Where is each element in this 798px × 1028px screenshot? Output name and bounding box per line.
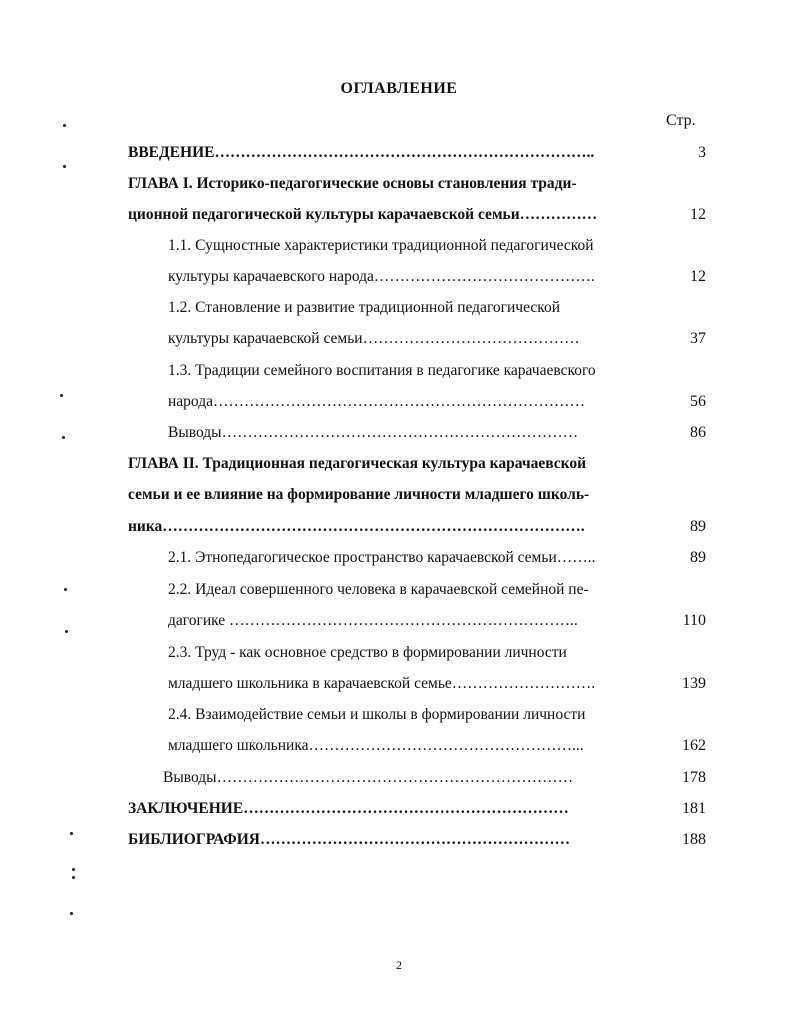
toc-entry-bibliography: БИБЛИОГРАФИЯ……………………………………………………	[128, 831, 570, 848]
toc-page-number: 188	[682, 831, 706, 848]
toc-page-number: 37	[690, 330, 706, 347]
toc-entry-chapter-1-cont: ционной педагогической культуры карачаевской семьи……………	[128, 206, 598, 223]
scan-speck	[63, 124, 66, 127]
scan-speck	[60, 394, 63, 397]
scan-speck	[64, 588, 67, 591]
toc-page-number: 89	[690, 518, 706, 535]
page-title: ОГЛАВЛЕНИЕ	[340, 80, 458, 97]
toc-page-number: 181	[682, 800, 706, 817]
scan-speck	[70, 832, 73, 835]
page-column-label: Стр.	[666, 112, 696, 129]
toc-entry-chapter-1: ГЛАВА I. Историко-педагогические основы становления тради-	[128, 175, 577, 192]
toc-page-number: 162	[682, 737, 706, 754]
toc-entry-1-2-cont: культуры карачаевской семьи……………………………………	[168, 330, 580, 347]
toc-entry-2-4: 2.4. Взаимодействие семьи и школы в формировании личности	[168, 706, 586, 723]
toc-page-number: 3	[698, 144, 706, 161]
scan-speck	[70, 912, 73, 915]
toc-entry-2-2: 2.2. Идеал совершенного человека в карачаевской семейной пе-	[168, 581, 589, 598]
toc-entry-chapter-2-cont2: ника……………………………………………………………………….	[128, 518, 585, 535]
toc-entry-conclusions-2: Выводы……………………………………………………………	[163, 769, 574, 786]
toc-page-number: 89	[690, 549, 706, 566]
scan-speck	[63, 165, 66, 168]
scan-speck	[72, 868, 75, 871]
toc-page-number: 110	[682, 612, 706, 629]
toc-entry-2-3-cont: младшего школьника в карачаевской семье……………………….	[168, 675, 596, 692]
toc-page-number: 12	[690, 268, 706, 285]
toc-entry-1-2: 1.2. Становление и развитие традиционной педагогической	[168, 299, 561, 316]
page-number: 2	[396, 958, 402, 972]
toc-entry-conclusion: ЗАКЛЮЧЕНИЕ………………………………………………………	[128, 800, 569, 817]
toc-entry-chapter-2-cont: семьи и ее влияние на формирование личности младшего школь-	[128, 486, 590, 503]
scan-speck	[65, 630, 68, 633]
toc-entry-1-3-cont: народа………………………………………………………………	[168, 393, 585, 410]
toc-page-number: 178	[682, 769, 706, 786]
toc-entry-1-1: 1.1. Сущностные характеристики традиционной педагогической	[168, 237, 594, 254]
toc-entry-2-1: 2.1. Этнопедагогическое пространство карачаевской семьи……..	[168, 549, 596, 566]
toc-entry-chapter-2: ГЛАВА II. Традиционная педагогическая культура карачаевской	[128, 455, 587, 472]
toc-page-number: 139	[682, 675, 706, 692]
toc-entry-2-4-cont: младшего школьника……………………………………………...	[168, 737, 584, 754]
toc-entry-2-2-cont: дагогике …………………………………………………………..	[168, 612, 578, 629]
toc-entry-1-1-cont: культуры карачаевского народа…………………………………….	[168, 268, 595, 285]
scan-speck	[62, 436, 65, 439]
toc-page-number: 12	[690, 206, 706, 223]
scan-speck	[72, 876, 75, 879]
toc-entry-1-3: 1.3. Традиции семейного воспитания в педагогике карачаевского	[168, 362, 596, 379]
toc-entry-2-3: 2.3. Труд - как основное средство в формировании личности	[168, 644, 567, 661]
toc-entry-introduction: ВВЕДЕНИЕ………………………………………………………………..	[128, 144, 595, 161]
toc-page-number: 86	[690, 424, 706, 441]
toc-entry-conclusions-1: Выводы……………………………………………………………	[168, 424, 579, 441]
toc-page-number: 56	[690, 393, 706, 410]
